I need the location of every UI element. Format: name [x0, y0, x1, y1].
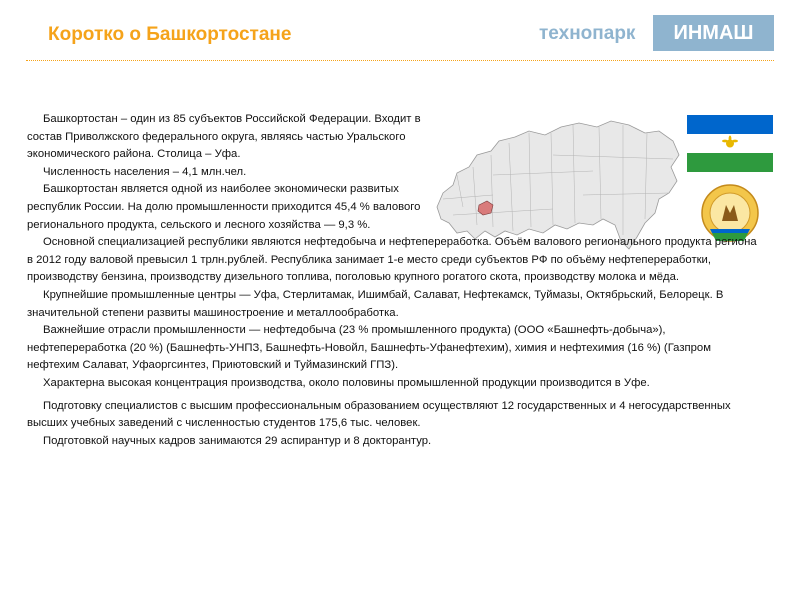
- slide-header: [0, 0, 800, 64]
- paragraph-concentration: Характерна высокая концентрация производства, около половины промышленной продукции производится в Уфе.: [43, 376, 650, 389]
- main-text: [27, 111, 757, 450]
- paragraph-industries: Важнейшие отрасли промышленности — нефтедобыча (23 % промышленного продукта) (ООО «Башнефть-добыча»), нефтепереработка (20 %) (Башнефть-УНПЗ, Башнефть-Новойл, Башнефть-Уфанефтехим), химия и нефтехимия (16 %) (Газпром нефтехим Салават, Уфаоргсинтез, Приютовский и Туймазинский ГПЗ).: [27, 324, 711, 372]
- paragraph-industrial-centers: Крупнейшие промышленные центры — Уфа, Стерлитамак, Ишимбай, Салават, Нефтекамск, Туймазы, Октябрьский, Белорецк. В значительной степени развиты машиностроение и металлообработка.: [27, 288, 724, 319]
- paragraph-population: Численность населения – 4,1 млн.чел.: [43, 165, 247, 178]
- slide-title: Коротко о Башкортостане: [48, 24, 292, 45]
- paragraph-education: Подготовку специалистов с высшим профессиональным образованием осуществляют 12 государственных и 4 негосударственных высших учебных заведений с численностью студентов 175,6 тыс. человек.: [27, 399, 731, 430]
- paragraph-science: Подготовкой научных кадров занимаются 29 аспирантур и 8 докторантур.: [43, 434, 432, 447]
- paragraph-economy: Башкортостан является одной из наиболее экономически развитых республик России. На долю промышленности приходится 45,4 % валового регионального продукта, сельского и лесного хозяйства — 9,3 %.: [27, 183, 421, 231]
- paragraph-specialization: Основной специализацией республики являются нефтедобыча и нефтепереработка. Объём валового регионального продукта региона в 2012 году валовой превысил 1 трлн.рублей. Республика занимает 1-е место среди субъектов РФ по объёму нефтепереработки, производству бензина, производству дизельного топлива, поголовью крупного рогатого скота, производству молока и мёда.: [27, 236, 757, 284]
- technopark-label: технопарк: [539, 23, 636, 44]
- inmash-logo: ИНМАШ: [653, 15, 774, 51]
- paragraph-intro: Башкортостан – один из 85 субъектов Российской Федерации. Входит в состав Приволжского федерального округа, являясь частью Уральского экономического района. Столица – Уфа.: [27, 113, 421, 161]
- header-divider: [26, 60, 774, 61]
